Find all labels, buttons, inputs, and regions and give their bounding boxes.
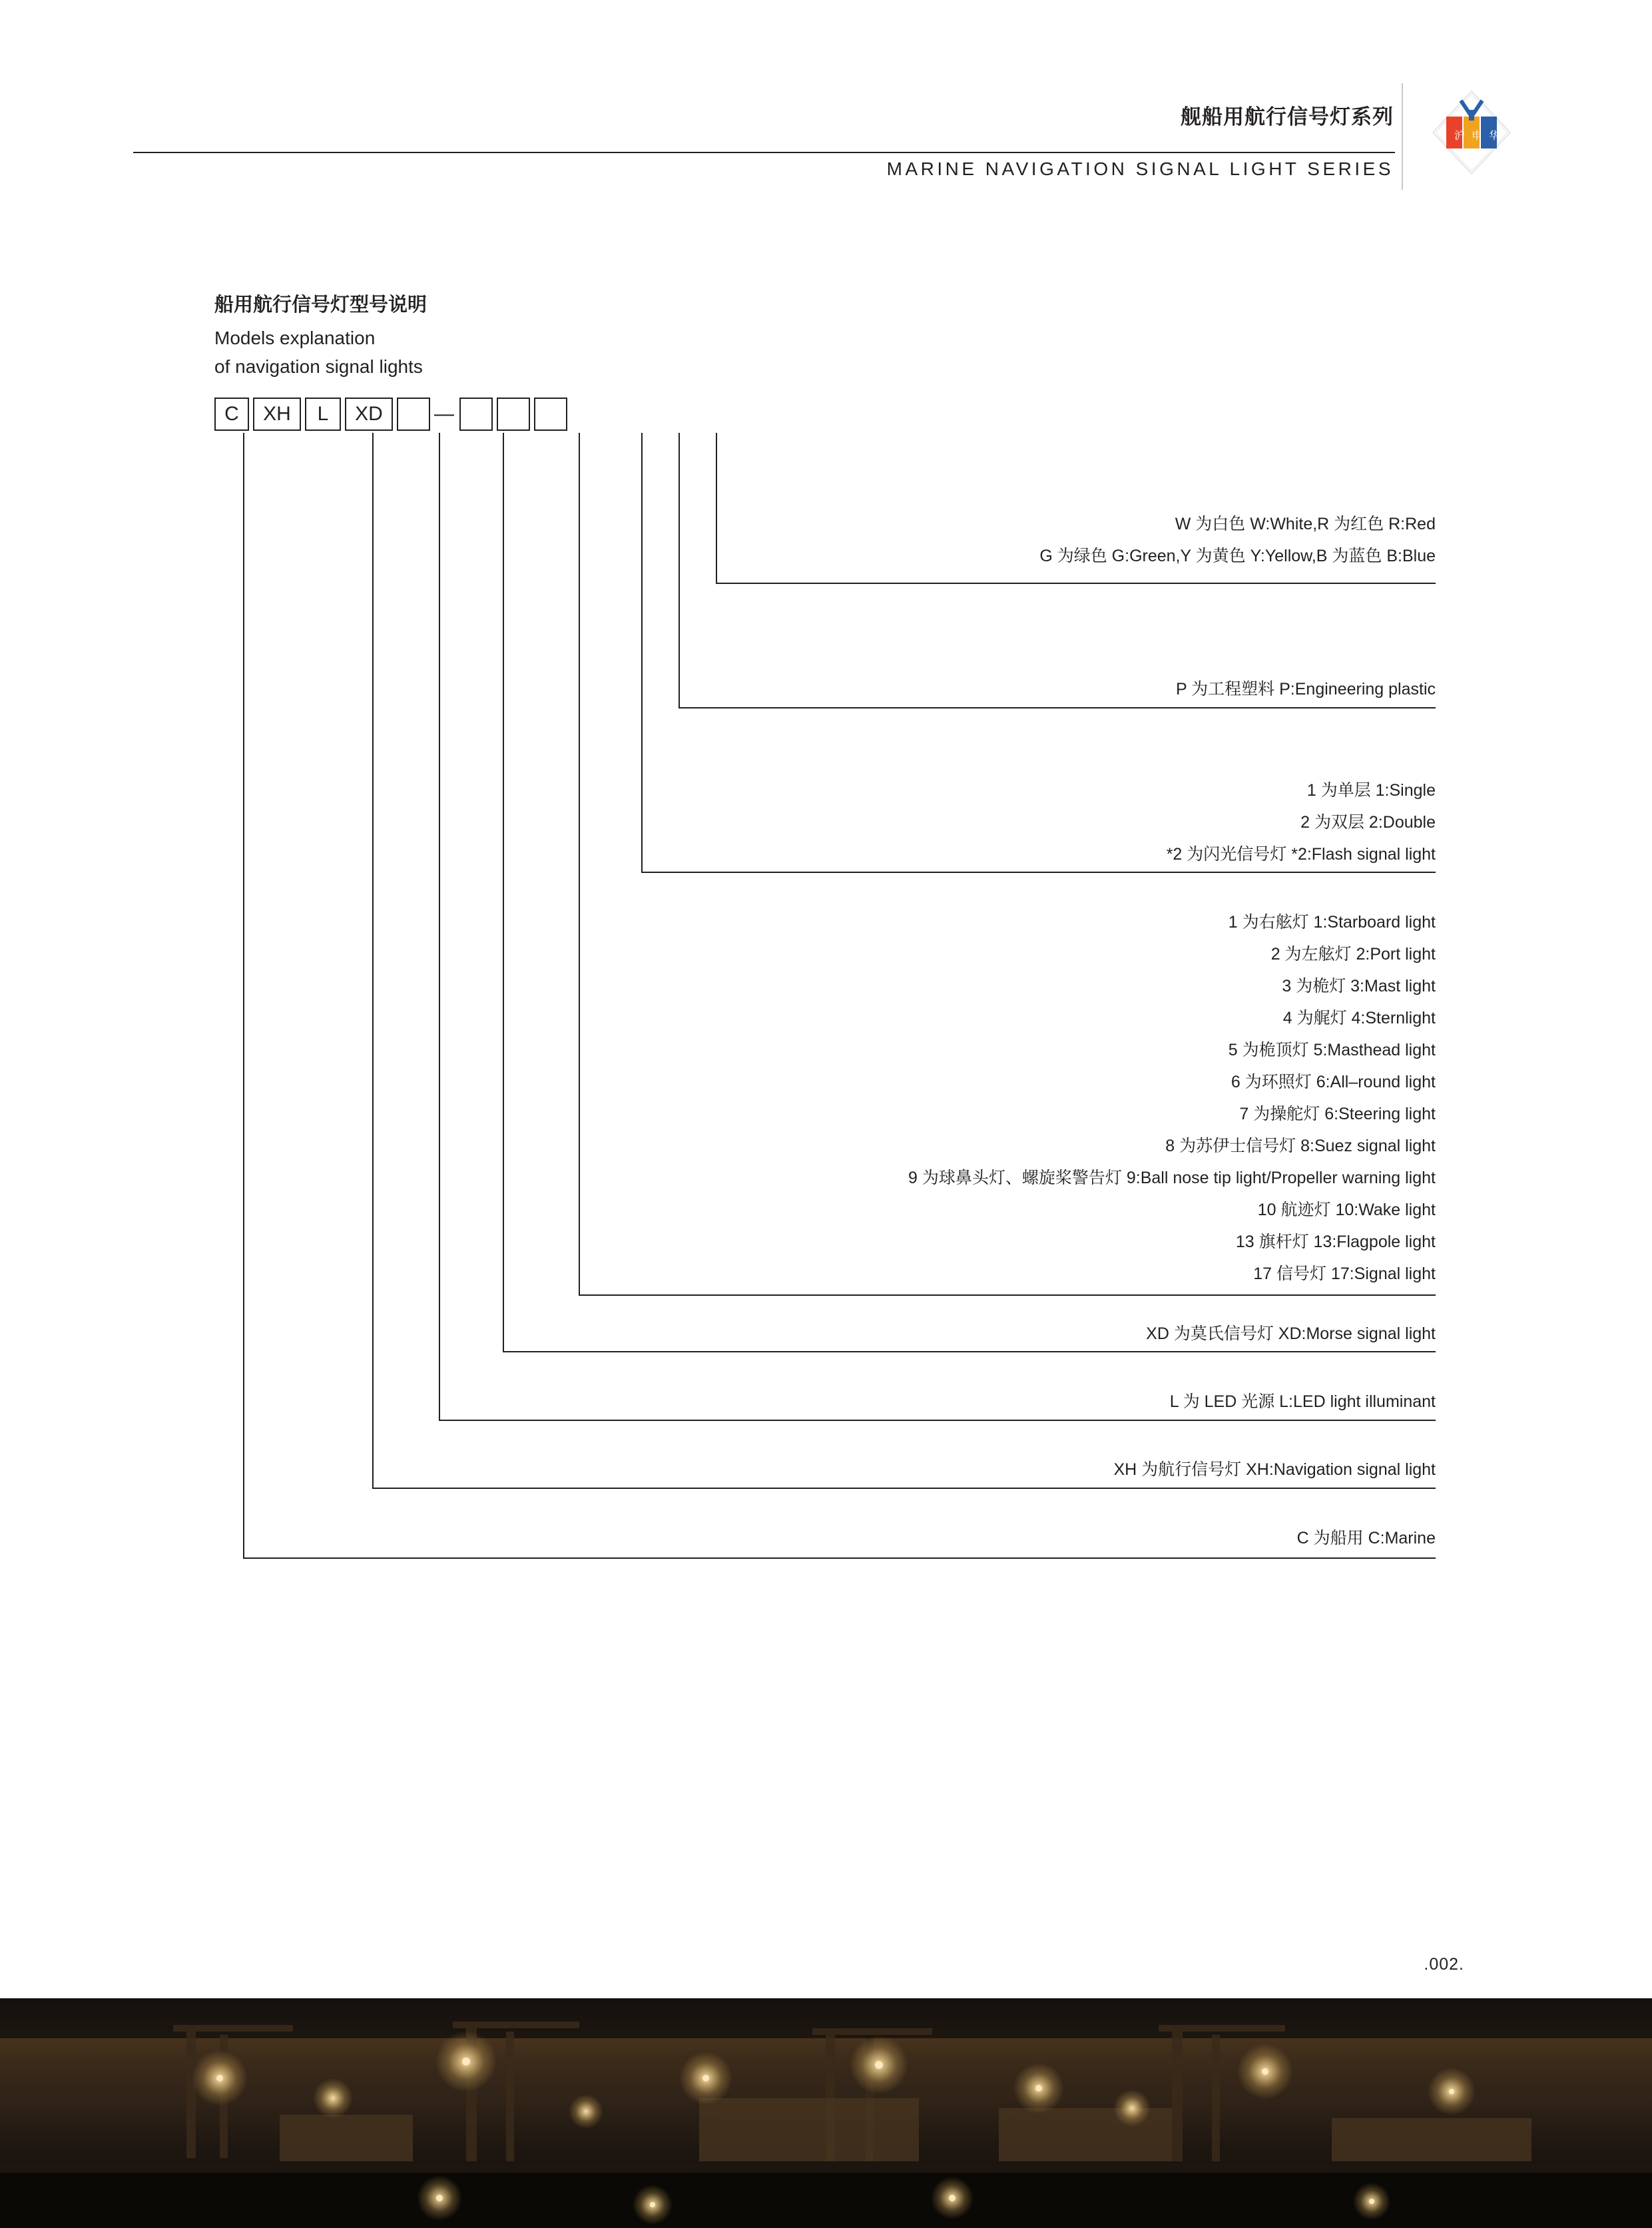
legend-material-item-0: P 为工程塑料 P:Engineering plastic — [1176, 680, 1436, 698]
page-number: .002. — [1424, 1955, 1464, 1974]
legend-color-item-0: W 为白色 W:White,R 为红色 R:Red — [1175, 515, 1436, 533]
code-separator-dash: — — [434, 403, 454, 425]
legend-function-item-0: 1 为右舷灯 1:Starboard light — [1228, 913, 1436, 932]
code-box-function — [397, 398, 430, 431]
legend-function-item-10: 13 旗杆灯 13:Flagpole light — [1235, 1233, 1436, 1251]
svg-text:沪: 沪 — [1454, 129, 1466, 142]
legend-light-source-item-0: L 为 LED 光源 L:LED light illuminant — [1169, 1392, 1436, 1411]
legend-color — [666, 508, 1436, 572]
legend-function-item-2: 3 为桅灯 3:Mast light — [1282, 977, 1436, 995]
code-box-l: L — [305, 398, 341, 431]
svg-text:华: 华 — [1489, 129, 1500, 142]
legend-light-source — [666, 1386, 1436, 1418]
code-box-c: C — [214, 398, 249, 431]
legend-function-item-9: 10 航迹灯 10:Wake light — [1257, 1201, 1436, 1219]
legend-marine — [666, 1522, 1436, 1554]
legend-function-item-5: 6 为环照灯 6:All–round light — [1231, 1073, 1436, 1091]
company-diamond-logo-icon — [1432, 90, 1512, 175]
section-title-en-line1: Models explanation — [214, 328, 376, 348]
code-box-xh: XH — [253, 398, 301, 431]
page-header — [0, 87, 1652, 180]
header-vertical-divider — [1402, 83, 1403, 190]
header-title-en: MARINE NAVIGATION SIGNAL LIGHT SERIES — [886, 158, 1394, 179]
legend-function-item-4: 5 为桅顶灯 5:Masthead light — [1228, 1041, 1436, 1059]
section-title-cn: 船用航行信号灯型号说明 — [214, 294, 427, 316]
legend-function-item-7: 8 为苏伊士信号灯 8:Suez signal light — [1165, 1137, 1436, 1155]
legend-function — [599, 906, 1436, 1290]
code-box-color — [534, 398, 567, 431]
code-box-material — [497, 398, 530, 431]
svg-text:申: 申 — [1472, 129, 1483, 142]
header-title-cn: 舰船用航行信号灯系列 — [1181, 105, 1394, 129]
legend-navigation — [666, 1454, 1436, 1486]
legend-morse-item-0: XD 为莫氏信号灯 XD:Morse signal light — [1146, 1324, 1436, 1343]
header-rule — [133, 152, 1395, 153]
code-box-xd: XD — [345, 398, 393, 431]
legend-function-item-11: 17 信号灯 17:Signal light — [1253, 1264, 1436, 1283]
legend-color-item-1: G 为绿色 G:Green,Y 为黄色 Y:Yellow,B 为蓝色 B:Blue — [1039, 547, 1436, 565]
legend-layer-item-1: 2 为双层 2:Double — [1300, 813, 1436, 832]
legend-function-item-1: 2 为左舷灯 2:Port light — [1270, 945, 1436, 964]
legend-navigation-item-0: XH 为航行信号灯 XH:Navigation signal light — [1113, 1460, 1436, 1479]
legend-layer — [666, 774, 1436, 870]
code-box-layer — [459, 398, 493, 431]
legend-function-item-8: 9 为球鼻头灯、螺旋桨警告灯 9:Ball nose tip light/Propeller warning light — [908, 1169, 1436, 1187]
legend-function-item-6: 7 为操舵灯 6:Steering light — [1239, 1105, 1436, 1123]
legend-material — [666, 673, 1436, 705]
legend-function-item-3: 4 为艉灯 4:Sternlight — [1282, 1009, 1436, 1027]
legend-layer-item-2: *2 为闪光信号灯 *2:Flash signal light — [1166, 845, 1436, 864]
legend-morse — [666, 1318, 1436, 1350]
legend-layer-item-0: 1 为单层 1:Single — [1306, 781, 1436, 800]
footer-photo-harbor-night — [0, 1998, 1652, 2228]
section-title-en-line2: of navigation signal lights — [214, 356, 423, 377]
legend-marine-item-0: C 为船用 C:Marine — [1296, 1529, 1436, 1547]
